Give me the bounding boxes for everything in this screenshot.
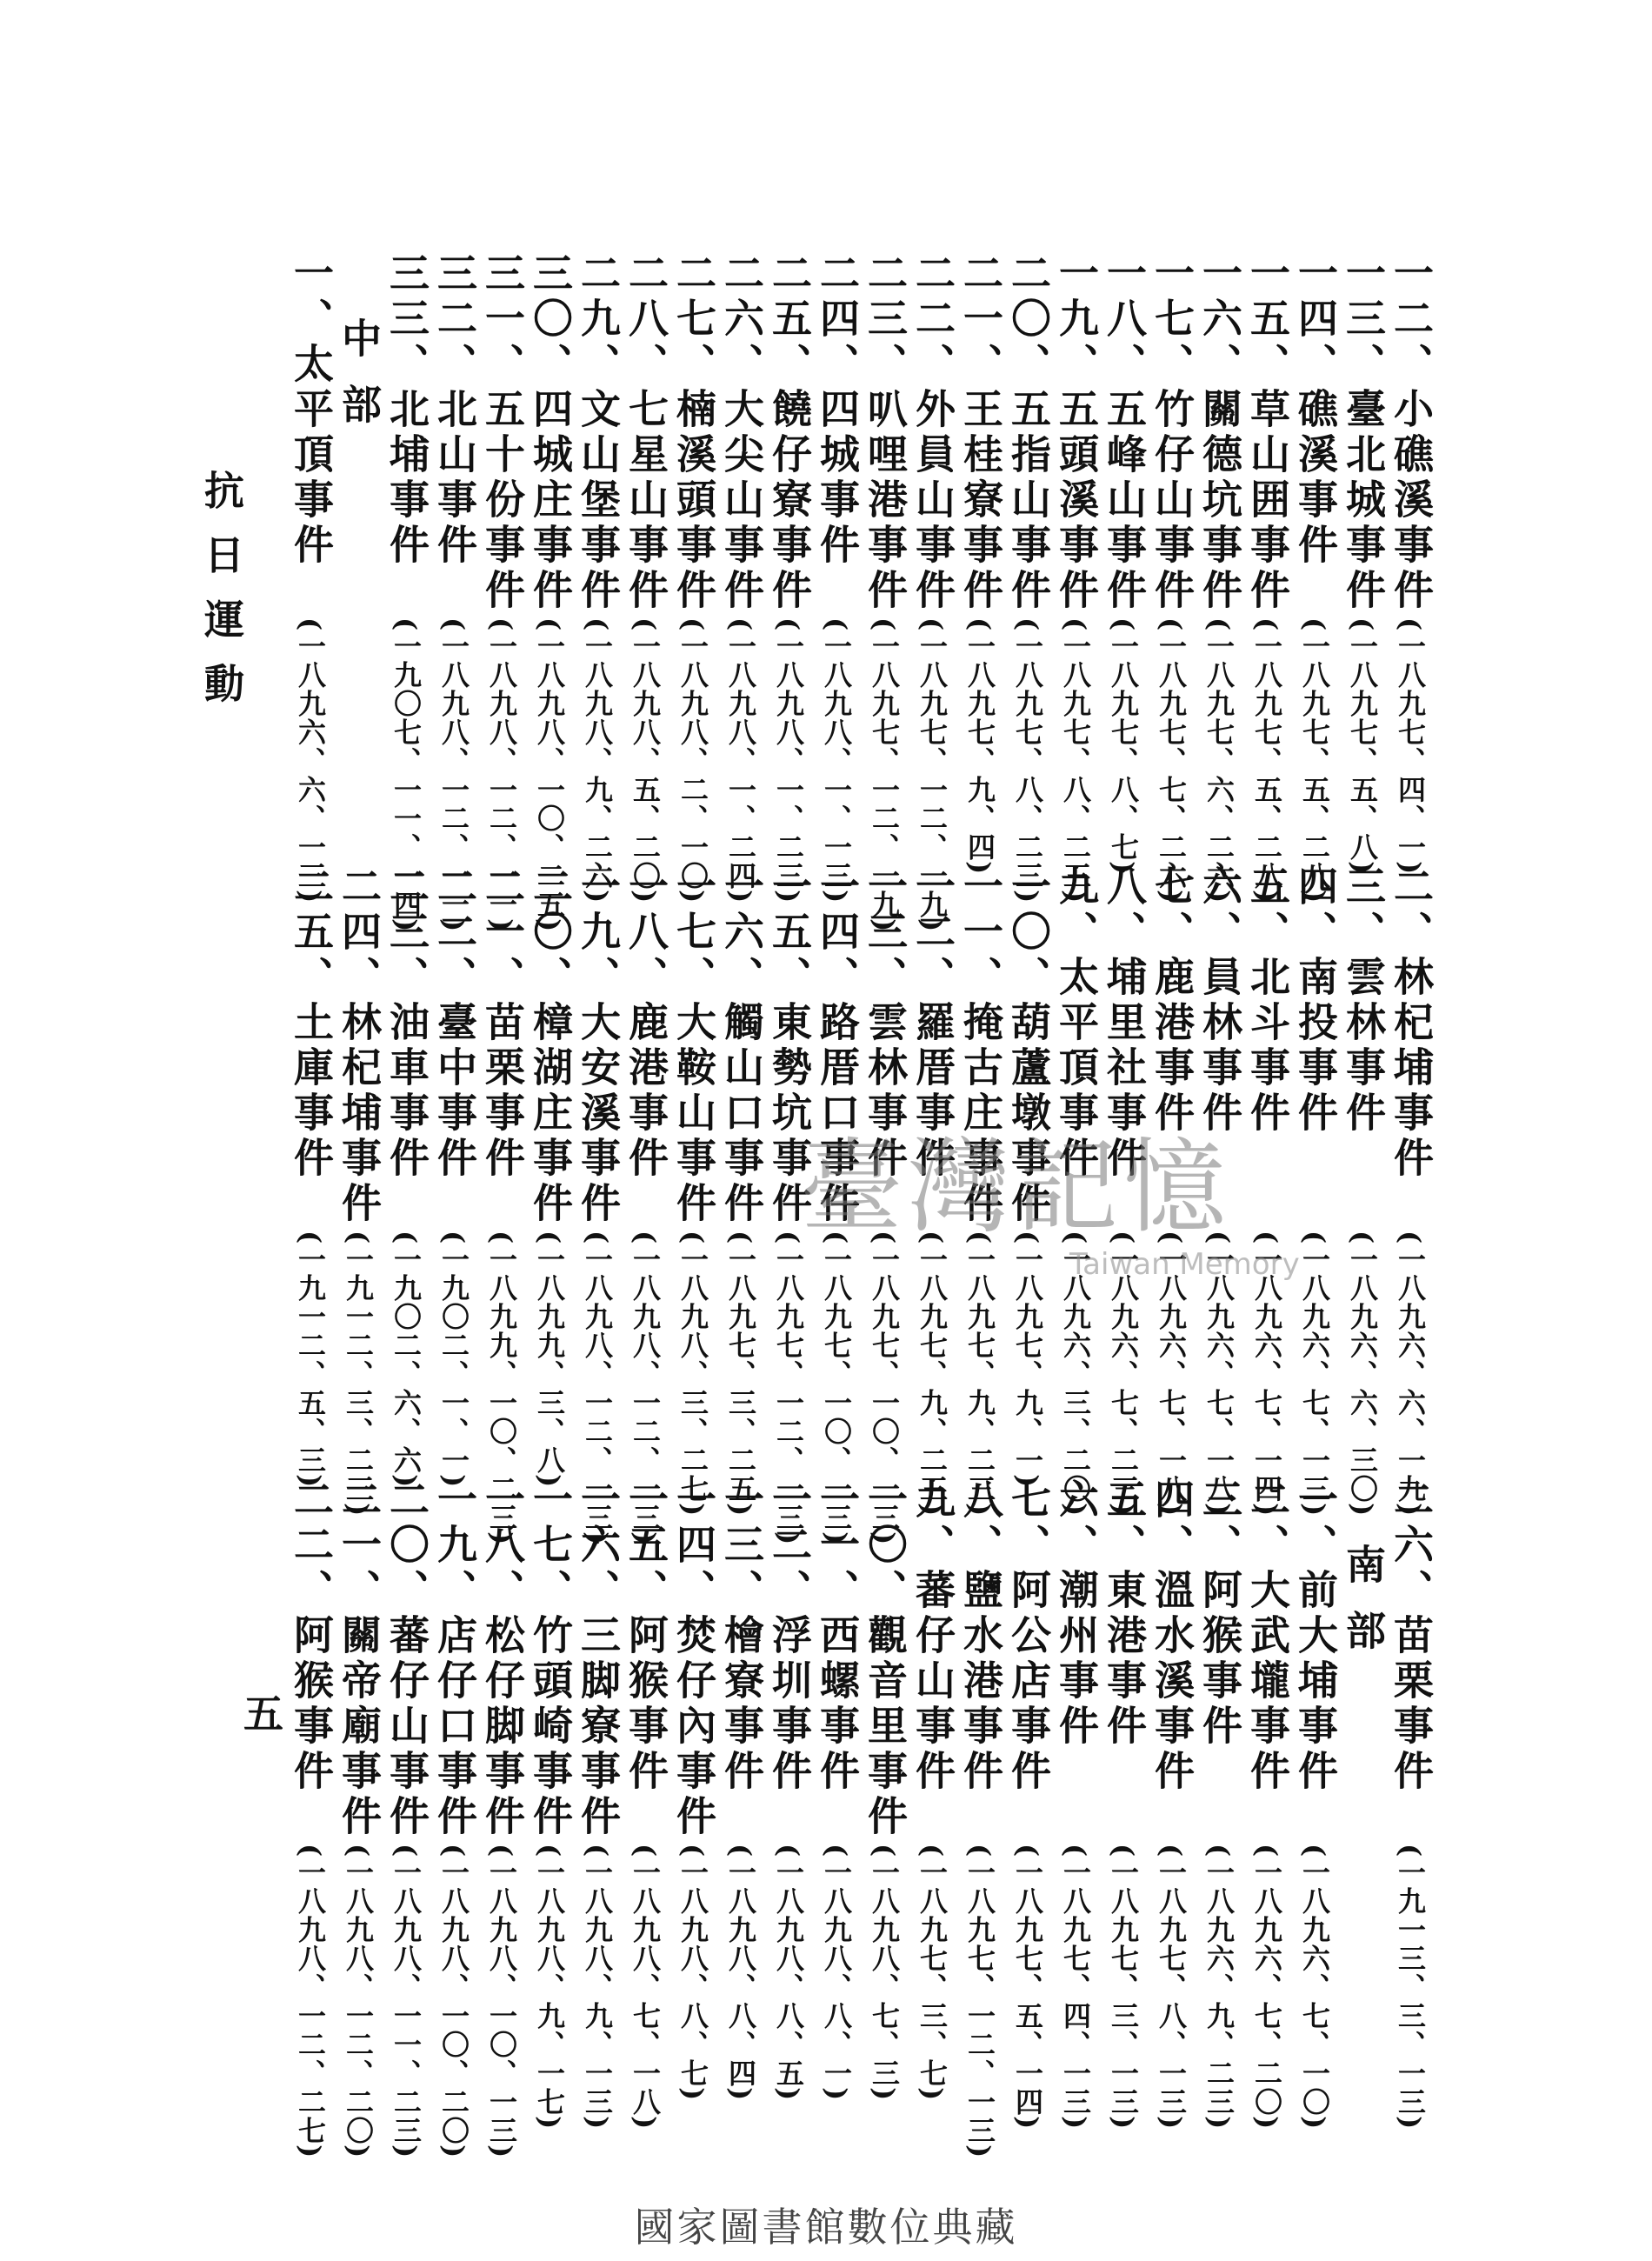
event-date: (一八九七、一二、一三) [963,1844,996,2159]
event-label: 一八、松仔脚事件 [479,1478,526,1840]
event-date: (一八九八、八、五) [772,1844,805,2102]
event-label: 一三、檜寮事件 [718,1478,765,1795]
event-date: (一八九八、九、二六) [581,617,614,904]
event-date: (一八九七、四、一三) [1059,1844,1092,2131]
region-heading: 南部 [1340,1544,1387,1676]
event-date: (一八九六、三、二〇) [1059,1231,1092,1517]
event-date: (一八九七、六、二六) [1202,617,1236,904]
event-date: (一八九六、九、二三) [1202,1844,1236,2131]
event-label: 一六、觸山口事件 [718,865,765,1227]
event-label: 二七、楠溪頭事件 [670,252,717,614]
event-label: 二一、苗栗事件 [479,865,526,1182]
event-date: (一八九七、五、二八) [1298,617,1331,904]
event-label: 九、蕃仔山事件 [909,1478,956,1795]
event-label: 一九、大安溪事件 [575,865,622,1227]
event-label: 一五、阿猴事件 [623,1478,669,1795]
event-label: 六、員林事件 [1196,865,1243,1137]
event-date: (一八九七、三、一三) [1107,1844,1140,2131]
event-label: 一〇、葫蘆墩事件 [1005,865,1052,1227]
region-heading: 中部 [336,317,383,450]
event-label: 二二、阿猴事件 [288,1478,335,1795]
event-date: (一八九八、一二、一一) [485,617,518,933]
event-date: (一八九七、五、一四) [1011,1844,1044,2131]
event-date: (一八九七、九、二三) [963,1231,996,1517]
event-label: 二、大武壠事件 [1244,1478,1291,1795]
event-date: (一八九八、一二、二七) [294,1844,327,2159]
event-date: (一八九七、七、二六) [1155,617,1188,904]
event-label: 一〇、觀音里事件 [862,1478,909,1840]
event-date: (一九一二、五、三) [294,1231,327,1489]
event-label: 三、阿猴事件 [1196,1478,1243,1750]
event-date: (一八九六、七、一八) [1155,1231,1188,1517]
event-label: 二〇、樟湖庄事件 [527,865,574,1227]
event-label: 八、埔里社事件 [1101,865,1148,1182]
event-date: (一八九八、七、三) [868,1844,901,2102]
event-label: 八、鹽水港事件 [957,1478,1004,1795]
event-label: 九、太平頂事件 [1053,865,1100,1182]
watermark-text: 臺灣記憶 [800,1127,1232,1247]
event-date: (一八九八、九、一三) [581,1844,614,2131]
event-label: 二三、油車事件 [383,865,430,1182]
event-date: (一八九八、一、一三) [820,617,853,904]
event-label: 二、林杞埔事件 [1388,865,1435,1182]
event-date: (一九〇二、六、六) [390,1231,423,1489]
event-label: 一一、西螺事件 [814,1478,861,1795]
event-date: (一八九七、三、七) [916,1844,949,2102]
event-date: (一八九六、七、二三) [1107,1231,1140,1517]
event-date: (一八九六、七、一三) [1298,1231,1331,1517]
event-date: (一八九八、三、二七) [676,1231,709,1517]
event-date: (一八九七、八、一三) [1155,1844,1188,2131]
event-date: (一八九七、九、一) [1011,1231,1044,1489]
event-label: 二六、苗栗事件 [1388,1478,1435,1795]
event-date: (一八九六、七、二〇) [1250,1844,1283,2131]
event-label: 一八、鹿港事件 [623,865,669,1182]
event-date: (一八九七、八、二三) [1059,617,1092,904]
event-date: (一八九七、四、一) [1394,617,1427,876]
event-label: 一二、小礁溪事件 [1388,252,1435,614]
event-date: (一九一二、三、二三) [342,1231,375,1517]
event-label: 七、鹿港事件 [1149,865,1196,1137]
event-label: 三〇、四城庄事件 [527,252,574,614]
event-date: (一九一三、三、一三) [1394,1844,1427,2131]
event-label: 二二、臺中事件 [431,865,478,1182]
event-date: (一八九八、一二、一一) [437,617,470,933]
event-label: 一七、竹頭崎事件 [527,1478,574,1840]
event-label: 四、溫水溪事件 [1149,1478,1196,1795]
event-label: 一二、羅厝事件 [909,865,956,1182]
event-date: (一八九八、七、一八) [629,1844,662,2131]
event-label: 一七、竹仔山事件 [1149,252,1196,614]
event-date: (一八九八、一二、二〇) [342,1844,375,2159]
event-date: (一八九七、八、二三) [1011,617,1044,904]
event-date: (一八九七、一〇、一三) [868,1231,901,1546]
event-label: 一三、臺北城事件 [1340,252,1387,614]
event-date: (一八九六、七、一八) [1202,1231,1236,1517]
event-label: 一六、三脚寮事件 [575,1478,622,1840]
event-date: (一八九七、一二、一九) [868,617,901,933]
event-label: 一二、浮圳事件 [766,1478,813,1795]
event-date: (一八九七、一二、一三) [772,1231,805,1546]
event-date: (一八九八、八、四) [724,1844,757,2102]
event-label: 一五、草山囲事件 [1244,252,1291,614]
event-label: 一七、大鞍山事件 [670,865,717,1227]
event-date: (一八九六、六、三〇) [1346,1231,1379,1517]
event-date: (一八九八、一〇、一三) [485,1844,518,2159]
event-label: 二二、外員山事件 [909,252,956,614]
event-label: 一、前大埔事件 [1292,1478,1339,1795]
book-title: 抗日運動 [198,470,245,727]
event-date: (一八九六、六、一三) [294,617,327,904]
event-date: (一八九七、五、八) [1346,617,1379,876]
event-date: (一八九八、八、一) [820,1844,853,2102]
event-label: 一四、焚仔內事件 [670,1478,717,1840]
event-label: 三一、五十份事件 [479,252,526,614]
event-label: 六、潮州事件 [1053,1478,1100,1750]
watermark [800,1104,1322,1282]
event-date: (一八九九、三、八) [533,1231,566,1489]
event-date: (一八九七、九、四) [963,617,996,876]
event-label: 二三、叭哩港事件 [862,252,909,614]
event-label: 五、北斗事件 [1244,865,1291,1137]
event-label: 四、南投事件 [1292,865,1339,1137]
event-date: (一八九七、三、二五) [724,1231,757,1517]
event-label: 一八、五峰山事件 [1101,252,1148,614]
event-date: (一八九八、一〇、二〇) [437,1844,470,2159]
event-label: 二〇、蕃仔山事件 [383,1478,430,1840]
event-date: (一八九七、八、七) [1107,617,1140,876]
event-label: 三二、北山事件 [431,252,478,569]
event-label: 二五、土庫事件 [288,865,335,1182]
event-date: (一九〇七、一一、一四) [390,617,423,933]
event-date: (一八九八、一二、一三) [629,1231,662,1546]
event-label: 一九、店仔口事件 [431,1478,478,1840]
event-date: (一八九六、七、一〇) [1298,1844,1331,2131]
event-label: 二一、王桂寮事件 [957,252,1004,614]
event-label: 一四、路厝口事件 [814,865,861,1227]
event-date: (一八九八、一一、二三) [390,1844,423,2159]
event-date: (一八九八、八、七) [676,1844,709,2102]
event-label: 一六、關德坑事件 [1196,252,1243,614]
event-date: (一八九八、一、二三) [772,617,805,904]
watermark-subtext: Taiwan Memory [1069,1247,1300,1282]
event-label: 二六、大尖山事件 [718,252,765,614]
event-label: 二〇、五指山事件 [1005,252,1052,614]
event-date: (一八九八、五、二〇) [629,617,662,904]
event-date: (一八九七、五、二八) [1250,617,1283,904]
event-label: 一五、東勢坑事件 [766,865,813,1227]
event-label: 二四、林杞埔事件 [336,865,383,1227]
event-date: (一八九八、一、二四) [724,617,757,904]
event-label: 一一、掩古庄事件 [957,865,1004,1227]
event-label: 二五、饒仔寮事件 [766,252,813,614]
event-date: (一八九八、一〇、二五) [533,617,566,933]
event-label: 一、太平頂事件 [288,252,335,569]
event-label: 一九、五頭溪事件 [1053,252,1100,614]
event-label: 三三、北埔事件 [383,252,430,569]
event-label: 二九、文山堡事件 [575,252,622,614]
event-label: 五、東港事件 [1101,1478,1148,1750]
event-date: (一八九八、一二、一三) [581,1231,614,1546]
event-label: 一三、雲林事件 [862,865,909,1182]
event-label: 三、雲林事件 [1340,865,1387,1137]
event-date: (一八九六、七、一四) [1250,1231,1283,1517]
event-label: 二八、七星山事件 [623,252,669,614]
event-date: (一八九八、二、一〇) [676,617,709,904]
event-label: 一四、礁溪事件 [1292,252,1339,569]
event-date: (一八九七、一〇、一三) [820,1231,853,1546]
event-label: 七、阿公店事件 [1005,1478,1052,1795]
event-date: (一八九六、六、一九) [1394,1231,1427,1517]
event-label: 二一、關帝廟事件 [336,1478,383,1840]
event-date: (一八九七、一二、一九) [916,617,949,933]
event-date: (一八九九、一〇、二三) [485,1231,518,1546]
page-number: 五 [243,1691,283,1737]
event-date: (一八九八、九、一七) [533,1844,566,2131]
footer-archive-label: 國家圖書館數位典藏 [634,2204,1018,2251]
event-label: 二四、四城事件 [814,252,861,569]
event-date: (一九〇二、一、一) [437,1231,470,1489]
event-date: (一八九七、九、二三) [916,1231,949,1517]
